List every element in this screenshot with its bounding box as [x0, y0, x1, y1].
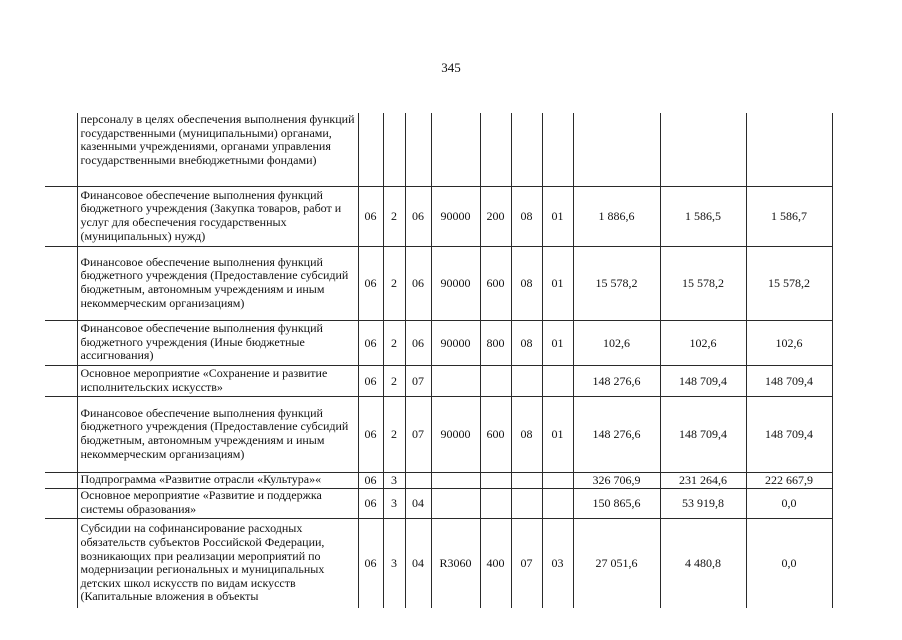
code-cell	[511, 472, 542, 488]
row-number-cell	[45, 113, 77, 186]
code-cell: 06	[358, 186, 383, 246]
amount-cell: 148 709,4	[660, 396, 746, 472]
code-cell	[511, 488, 542, 518]
amount-cell: 1 886,6	[573, 186, 660, 246]
amount-cell: 1 586,5	[660, 186, 746, 246]
code-cell: 90000	[431, 320, 480, 365]
row-number-cell	[45, 186, 77, 246]
code-cell	[405, 113, 431, 186]
code-cell	[431, 488, 480, 518]
row-name-cell: Основное мероприятие «Сохранение и развитие исполнительских искусств»	[77, 365, 358, 396]
code-cell: 08	[511, 246, 542, 320]
code-cell: 06	[358, 488, 383, 518]
code-cell: 200	[480, 186, 511, 246]
table-row	[45, 472, 832, 488]
code-cell: 01	[542, 246, 573, 320]
code-cell: 2	[383, 396, 405, 472]
table-row	[45, 113, 832, 186]
code-cell: 3	[383, 488, 405, 518]
code-cell: 06	[358, 320, 383, 365]
code-cell: 01	[542, 396, 573, 472]
code-cell: 2	[383, 186, 405, 246]
row-number-cell	[45, 320, 77, 365]
code-cell	[431, 113, 480, 186]
row-name-cell: Подпрограмма «Развитие отрасли «Культура»«	[77, 472, 358, 488]
page-number: 345	[441, 60, 461, 75]
code-cell: 400	[480, 518, 511, 608]
code-cell: 90000	[431, 246, 480, 320]
code-cell: 06	[358, 365, 383, 396]
amount-cell: 1 586,7	[746, 186, 832, 246]
amount-cell: 27 051,6	[573, 518, 660, 608]
amount-cell: 148 709,4	[660, 365, 746, 396]
amount-cell	[746, 113, 832, 186]
code-cell: 2	[383, 320, 405, 365]
code-cell: R3060	[431, 518, 480, 608]
code-cell: 2	[383, 365, 405, 396]
row-name-cell: Финансовое обеспечение выполнения функций бюджетного учреждения (Иные бюджетные ассигнования)	[77, 320, 358, 365]
code-cell: 06	[358, 518, 383, 608]
code-cell	[480, 472, 511, 488]
amount-cell: 102,6	[746, 320, 832, 365]
code-cell: 2	[383, 246, 405, 320]
amount-cell: 150 865,6	[573, 488, 660, 518]
amount-cell: 15 578,2	[573, 246, 660, 320]
table-row	[45, 518, 832, 608]
row-name-cell: Основное мероприятие «Развитие и поддержка системы образования»	[77, 488, 358, 518]
code-cell: 90000	[431, 186, 480, 246]
row-number-cell	[45, 365, 77, 396]
amount-cell: 231 264,6	[660, 472, 746, 488]
amount-cell: 15 578,2	[660, 246, 746, 320]
budget-table	[45, 113, 833, 608]
code-cell: 06	[405, 186, 431, 246]
row-name-cell: Финансовое обеспечение выполнения функций бюджетного учреждения (Закупка товаров, работ и услуг для обеспечения государственных (муниципальных) нужд)	[77, 186, 358, 246]
row-number-cell	[45, 518, 77, 608]
row-number-cell	[45, 488, 77, 518]
amount-cell	[573, 113, 660, 186]
amount-cell: 326 706,9	[573, 472, 660, 488]
amount-cell: 102,6	[660, 320, 746, 365]
code-cell: 08	[511, 186, 542, 246]
row-number-cell	[45, 246, 77, 320]
code-cell	[480, 113, 511, 186]
amount-cell: 148 276,6	[573, 365, 660, 396]
amount-cell: 102,6	[573, 320, 660, 365]
code-cell: 07	[511, 518, 542, 608]
code-cell: 03	[542, 518, 573, 608]
code-cell: 04	[405, 488, 431, 518]
table-row	[45, 396, 832, 472]
code-cell: 90000	[431, 396, 480, 472]
code-cell	[542, 365, 573, 396]
code-cell: 800	[480, 320, 511, 365]
code-cell	[542, 472, 573, 488]
code-cell	[431, 472, 480, 488]
amount-cell: 222 667,9	[746, 472, 832, 488]
table-row	[45, 488, 832, 518]
code-cell: 06	[405, 320, 431, 365]
amount-cell: 0,0	[746, 488, 832, 518]
code-cell	[511, 113, 542, 186]
code-cell: 01	[542, 186, 573, 246]
code-cell: 06	[358, 396, 383, 472]
code-cell: 3	[383, 472, 405, 488]
code-cell: 04	[405, 518, 431, 608]
code-cell: 600	[480, 246, 511, 320]
amount-cell: 0,0	[746, 518, 832, 608]
code-cell: 08	[511, 396, 542, 472]
code-cell: 06	[358, 472, 383, 488]
amount-cell: 53 919,8	[660, 488, 746, 518]
amount-cell: 148 709,4	[746, 396, 832, 472]
row-name-cell: Финансовое обеспечение выполнения функций бюджетного учреждения (Предоставление субсидий бюджетным, автономным учреждениям и иным некоммерческим организациям)	[77, 396, 358, 472]
code-cell	[480, 488, 511, 518]
row-number-cell	[45, 472, 77, 488]
code-cell: 08	[511, 320, 542, 365]
row-name-cell: персоналу в целях обеспечения выполнения функций государственными (муниципальными) органами, казенными учреждениями, органами управления государственными внебюджетными фондами)	[77, 113, 358, 186]
code-cell	[480, 365, 511, 396]
row-name-cell: Финансовое обеспечение выполнения функций бюджетного учреждения (Предоставление субсидий бюджетным, автономным учреждениям и иным некоммерческим организациям)	[77, 246, 358, 320]
code-cell: 3	[383, 518, 405, 608]
code-cell	[358, 113, 383, 186]
table-row	[45, 246, 832, 320]
code-cell: 07	[405, 365, 431, 396]
table-row	[45, 320, 832, 365]
code-cell	[511, 365, 542, 396]
amount-cell: 148 276,6	[573, 396, 660, 472]
code-cell	[542, 113, 573, 186]
amount-cell	[660, 113, 746, 186]
amount-cell: 148 709,4	[746, 365, 832, 396]
code-cell: 01	[542, 320, 573, 365]
amount-cell: 4 480,8	[660, 518, 746, 608]
row-name-cell: Субсидии на софинансирование расходных обязательств субъектов Российской Федерации, возникающих при реализации мероприятий по модернизации региональных и муниципальных детских школ искусств по видам искусств (Капитальные вложения в объекты	[77, 518, 358, 608]
code-cell	[542, 488, 573, 518]
table-row	[45, 186, 832, 246]
code-cell: 06	[358, 246, 383, 320]
row-number-cell	[45, 396, 77, 472]
amount-cell: 15 578,2	[746, 246, 832, 320]
table-row	[45, 365, 832, 396]
code-cell	[405, 472, 431, 488]
code-cell: 600	[480, 396, 511, 472]
code-cell: 06	[405, 246, 431, 320]
code-cell	[383, 113, 405, 186]
code-cell: 07	[405, 396, 431, 472]
code-cell	[431, 365, 480, 396]
